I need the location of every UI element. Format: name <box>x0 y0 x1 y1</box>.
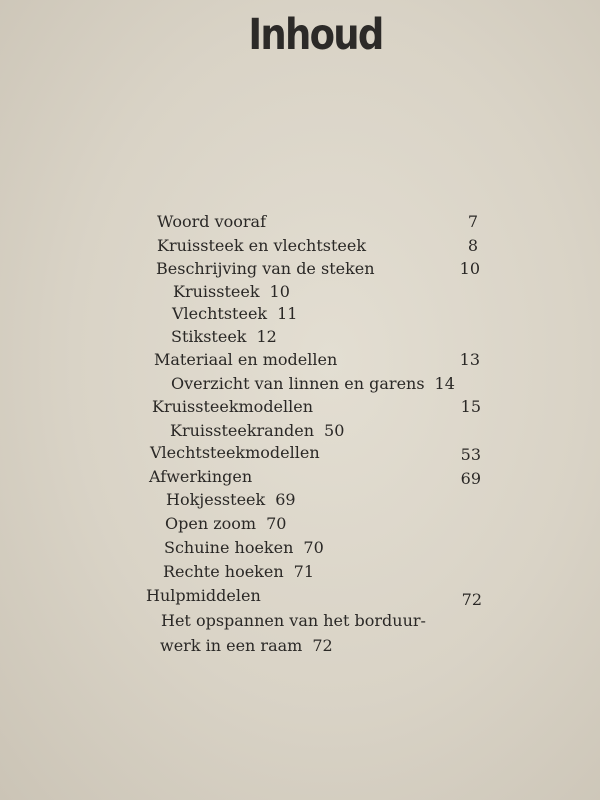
toc-page-number: 8 <box>467 236 478 255</box>
page-title: Inhoud <box>248 10 383 60</box>
toc-page-number: 69 <box>275 490 296 509</box>
toc-entry-label: Open zoom <box>165 514 257 533</box>
toc-entry-woord-vooraf <box>157 212 266 232</box>
toc-subentry-opspannen-line1 <box>161 611 426 631</box>
toc-page-number: 53 <box>460 445 481 464</box>
toc-entry-vlechtsteekmodellen <box>150 443 320 463</box>
toc-page-number: 15 <box>460 397 481 416</box>
toc-subentry-stiksteek <box>171 327 277 347</box>
toc-page-number: 14 <box>434 374 455 393</box>
toc-entry-hulpmiddelen <box>146 586 261 606</box>
toc-entry-label: Hokjessteek <box>166 490 266 509</box>
toc-entry-label: Vlechtsteek <box>172 304 268 323</box>
toc-entry-label: Kruissteek en vlechtsteek <box>157 236 367 255</box>
toc-page-number: 11 <box>277 304 298 323</box>
toc-page-number: 70 <box>303 538 324 557</box>
toc-entry-kruissteekmodellen <box>152 397 313 417</box>
toc-page-number: 71 <box>293 562 314 581</box>
toc-entry-label: werk in een raam <box>160 636 303 655</box>
toc-entry-label: Woord vooraf <box>157 212 267 231</box>
toc-subentry-vlechtsteek <box>172 304 297 324</box>
toc-subentry-open-zoom <box>165 514 286 534</box>
toc-entry-label: Het opspannen van het borduur- <box>161 611 426 630</box>
toc-page-number: 7 <box>467 212 478 231</box>
toc-entry-label: Overzicht van linnen en garens <box>171 374 425 393</box>
toc-entry-label: Afwerkingen <box>149 467 253 486</box>
toc-page-number: 10 <box>269 282 290 301</box>
toc-subentry-hokjessteek <box>166 490 296 510</box>
toc-subentry-kruissteekranden <box>170 421 344 441</box>
toc-entry-label: Beschrijving van de steken <box>156 259 375 278</box>
toc-page-number: 72 <box>461 590 482 609</box>
toc-subentry-opspannen-line2 <box>160 636 333 656</box>
toc-subentry-overzicht <box>171 374 455 394</box>
toc-entry-afwerkingen <box>149 467 252 487</box>
toc-entry-label: Kruissteekranden <box>170 421 315 440</box>
toc-entry-beschrijving <box>156 259 375 279</box>
toc-entry-label: Hulpmiddelen <box>146 586 261 605</box>
toc-page-number: 12 <box>256 327 277 346</box>
toc-entry-label: Vlechtsteekmodellen <box>150 443 320 462</box>
toc-entry-materiaal-en-modellen <box>154 350 337 370</box>
toc-entry-label: Schuine hoeken <box>164 538 294 557</box>
toc-page-number: 72 <box>312 636 333 655</box>
toc-page-number: 50 <box>324 421 345 440</box>
toc-entry-label: Rechte hoeken <box>163 562 284 581</box>
toc-page-number: 10 <box>459 259 480 278</box>
toc-entry-label: Kruissteek <box>173 282 260 301</box>
toc-subentry-schuine-hoeken <box>164 538 324 558</box>
toc-entry-label: Kruissteekmodellen <box>152 397 314 416</box>
toc-subentry-kruissteek <box>173 282 290 302</box>
toc-entry-label: Materiaal en modellen <box>154 350 338 369</box>
toc-subentry-rechte-hoeken <box>163 562 314 582</box>
toc-entry-kruissteek-en-vlechtsteek <box>157 236 366 256</box>
toc-page-number: 69 <box>460 469 481 488</box>
toc-entry-label: Stiksteek <box>171 327 247 346</box>
toc-page-number: 70 <box>266 514 287 533</box>
toc-page-number: 13 <box>459 350 480 369</box>
